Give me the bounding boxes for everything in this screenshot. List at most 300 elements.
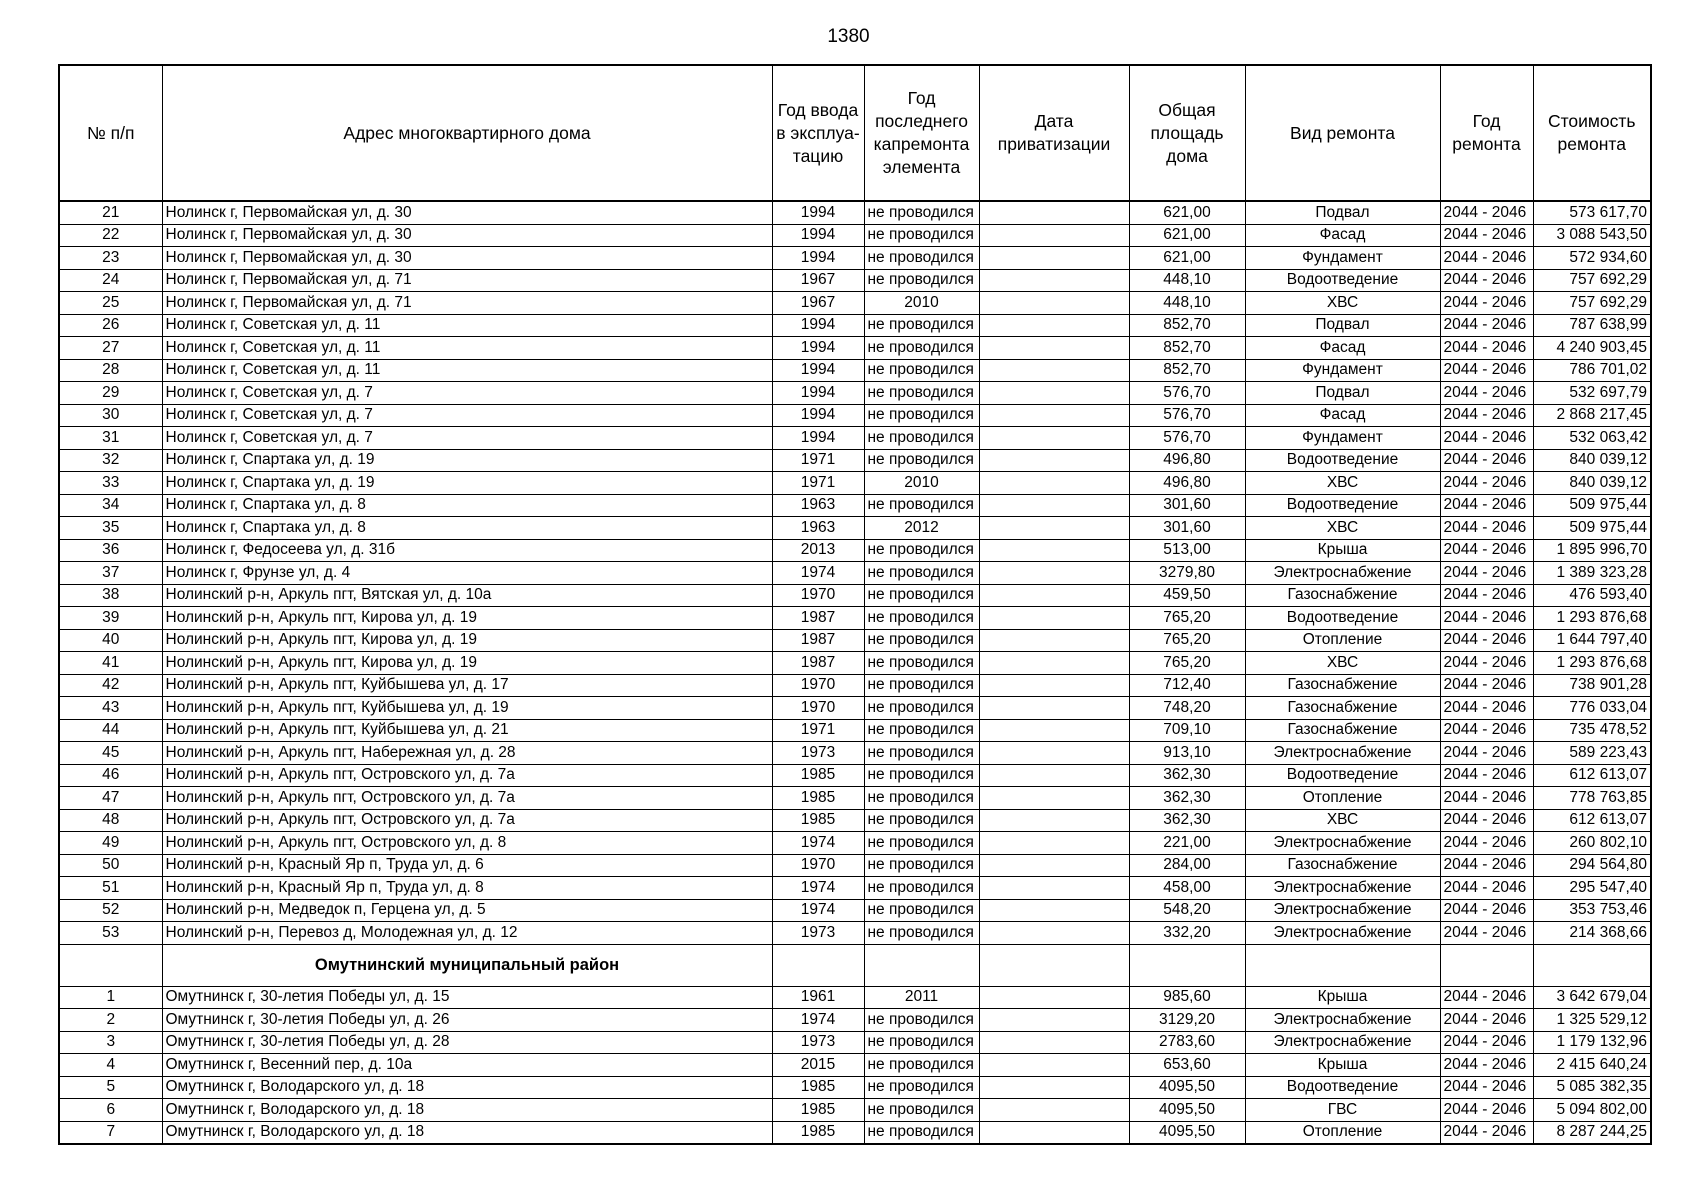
cell-repair-type: Фасад [1245, 337, 1440, 360]
table-row [59, 899, 1651, 922]
cell-year-commissioned: 1973 [772, 922, 864, 945]
cell-year-commissioned: 1987 [772, 629, 864, 652]
cell-cost: 214 368,66 [1533, 922, 1651, 945]
cell-year-commissioned: 1970 [772, 854, 864, 877]
cell-address: Омутнинск г, 30-летия Победы ул, д. 15 [162, 986, 772, 1009]
cell-num: 21 [59, 201, 162, 224]
cell-num: 23 [59, 247, 162, 270]
cell-area: 653,60 [1129, 1054, 1245, 1077]
cell-cost: 840 039,12 [1533, 449, 1651, 472]
table-header [59, 65, 1651, 201]
cell-area: 4095,50 [1129, 1121, 1245, 1144]
cell-repair-type: Электроснабжение [1245, 899, 1440, 922]
cell-cost: 509 975,44 [1533, 494, 1651, 517]
section-row [59, 944, 1651, 986]
cell-year-commissioned: 1971 [772, 449, 864, 472]
cell-last-repair: не проводился [864, 584, 979, 607]
cell-num: 37 [59, 562, 162, 585]
cell-address: Нолинск г, Спартака ул, д. 8 [162, 494, 772, 517]
table-row [59, 1054, 1651, 1077]
cell-area: 852,70 [1129, 314, 1245, 337]
cell-address: Нолинск г, Советская ул, д. 7 [162, 404, 772, 427]
cell-year-commissioned: 1994 [772, 404, 864, 427]
cell-privatization-date [979, 719, 1129, 742]
cell-last-repair: не проводился [864, 742, 979, 765]
cell-address: Нолинск г, Первомайская ул, д. 71 [162, 269, 772, 292]
section-cell-empty [979, 944, 1129, 986]
cell-cost: 757 692,29 [1533, 269, 1651, 292]
cell-num: 2 [59, 1009, 162, 1032]
cell-privatization-date [979, 292, 1129, 315]
cell-repair-years: 2044 - 2046 [1440, 269, 1533, 292]
cell-privatization-date [979, 224, 1129, 247]
table-row [59, 562, 1651, 585]
cell-num: 27 [59, 337, 162, 360]
cell-repair-years: 2044 - 2046 [1440, 899, 1533, 922]
table-row [59, 629, 1651, 652]
cell-repair-type: Крыша [1245, 1054, 1440, 1077]
cell-privatization-date [979, 269, 1129, 292]
section-title: Омутнинский муниципальный район [162, 944, 772, 986]
cell-cost: 1 389 323,28 [1533, 562, 1651, 585]
cell-repair-type: Газоснабжение [1245, 854, 1440, 877]
cell-last-repair: не проводился [864, 224, 979, 247]
cell-num: 45 [59, 742, 162, 765]
cell-privatization-date [979, 359, 1129, 382]
cell-area: 621,00 [1129, 247, 1245, 270]
cell-last-repair: не проводился [864, 539, 979, 562]
cell-num: 40 [59, 629, 162, 652]
table-row [59, 607, 1651, 630]
cell-address: Нолинский р-н, Медведок п, Герцена ул, д. 5 [162, 899, 772, 922]
cell-privatization-date [979, 607, 1129, 630]
cell-last-repair: не проводился [864, 809, 979, 832]
cell-last-repair: не проводился [864, 337, 979, 360]
cell-last-repair: не проводился [864, 382, 979, 405]
cell-last-repair: не проводился [864, 719, 979, 742]
cell-area: 332,20 [1129, 922, 1245, 945]
cell-repair-type: Фасад [1245, 224, 1440, 247]
cell-last-repair: не проводился [864, 854, 979, 877]
section-cell-empty [1129, 944, 1245, 986]
cell-address: Нолинский р-н, Перевоз д, Молодежная ул, д. 12 [162, 922, 772, 945]
table-body-nolinsk [59, 201, 1651, 944]
cell-cost: 757 692,29 [1533, 292, 1651, 315]
table-row [59, 1009, 1651, 1032]
cell-num: 39 [59, 607, 162, 630]
cell-address: Омутнинск г, 30-летия Победы ул, д. 28 [162, 1031, 772, 1054]
cell-last-repair: не проводился [864, 1054, 979, 1077]
table-row [59, 427, 1651, 450]
cell-cost: 3 642 679,04 [1533, 986, 1651, 1009]
cell-cost: 2 415 640,24 [1533, 1054, 1651, 1077]
cell-address: Нолинск г, Советская ул, д. 7 [162, 427, 772, 450]
cell-num: 28 [59, 359, 162, 382]
cell-privatization-date [979, 539, 1129, 562]
cell-year-commissioned: 1970 [772, 584, 864, 607]
cell-privatization-date [979, 742, 1129, 765]
cell-cost: 735 478,52 [1533, 719, 1651, 742]
cell-cost: 786 701,02 [1533, 359, 1651, 382]
cell-repair-type: Подвал [1245, 201, 1440, 224]
cell-area: 362,30 [1129, 787, 1245, 810]
cell-privatization-date [979, 854, 1129, 877]
cell-cost: 1 325 529,12 [1533, 1009, 1651, 1032]
cell-repair-years: 2044 - 2046 [1440, 986, 1533, 1009]
cell-address: Нолинский р-н, Аркуль пгт, Кирова ул, д. 19 [162, 652, 772, 675]
cell-last-repair: не проводился [864, 427, 979, 450]
cell-repair-years: 2044 - 2046 [1440, 337, 1533, 360]
cell-privatization-date [979, 1099, 1129, 1122]
cell-cost: 787 638,99 [1533, 314, 1651, 337]
cell-area: 301,60 [1129, 517, 1245, 540]
cell-last-repair: не проводился [864, 1009, 979, 1032]
cell-address: Нолинский р-н, Аркуль пгт, Куйбышева ул, д. 17 [162, 674, 772, 697]
cell-repair-type: ХВС [1245, 809, 1440, 832]
cell-cost: 1 293 876,68 [1533, 607, 1651, 630]
table-row [59, 652, 1651, 675]
table-row [59, 269, 1651, 292]
cell-repair-type: Водоотведение [1245, 1076, 1440, 1099]
cell-num: 46 [59, 764, 162, 787]
cell-year-commissioned: 1985 [772, 809, 864, 832]
cell-num: 48 [59, 809, 162, 832]
cell-last-repair: не проводился [864, 247, 979, 270]
cell-cost: 532 697,79 [1533, 382, 1651, 405]
cell-cost: 612 613,07 [1533, 809, 1651, 832]
cell-address: Нолинск г, Спартака ул, д. 8 [162, 517, 772, 540]
cell-last-repair: не проводился [864, 674, 979, 697]
cell-cost: 4 240 903,45 [1533, 337, 1651, 360]
cell-year-commissioned: 1971 [772, 472, 864, 495]
cell-repair-years: 2044 - 2046 [1440, 1076, 1533, 1099]
cell-cost: 776 033,04 [1533, 697, 1651, 720]
header-last-repair: Год последнего капремонта элемента [864, 65, 979, 201]
cell-privatization-date [979, 337, 1129, 360]
cell-year-commissioned: 1971 [772, 719, 864, 742]
cell-num: 50 [59, 854, 162, 877]
header-num: № п/п [59, 65, 162, 201]
cell-repair-years: 2044 - 2046 [1440, 832, 1533, 855]
cell-num: 47 [59, 787, 162, 810]
cell-year-commissioned: 1987 [772, 607, 864, 630]
section-header [59, 944, 1651, 986]
cell-area: 621,00 [1129, 224, 1245, 247]
cell-area: 3279,80 [1129, 562, 1245, 585]
cell-area: 301,60 [1129, 494, 1245, 517]
cell-last-repair: не проводился [864, 359, 979, 382]
cell-cost: 840 039,12 [1533, 472, 1651, 495]
cell-area: 362,30 [1129, 764, 1245, 787]
cell-area: 448,10 [1129, 269, 1245, 292]
cell-cost: 532 063,42 [1533, 427, 1651, 450]
cell-repair-years: 2044 - 2046 [1440, 449, 1533, 472]
cell-privatization-date [979, 809, 1129, 832]
cell-repair-years: 2044 - 2046 [1440, 1031, 1533, 1054]
cell-cost: 353 753,46 [1533, 899, 1651, 922]
cell-year-commissioned: 1994 [772, 359, 864, 382]
cell-num: 31 [59, 427, 162, 450]
table-row [59, 314, 1651, 337]
cell-repair-years: 2044 - 2046 [1440, 674, 1533, 697]
cell-year-commissioned: 1974 [772, 877, 864, 900]
cell-last-repair: не проводился [864, 787, 979, 810]
cell-repair-type: Электроснабжение [1245, 742, 1440, 765]
cell-repair-years: 2044 - 2046 [1440, 742, 1533, 765]
cell-last-repair: 2010 [864, 472, 979, 495]
cell-area: 496,80 [1129, 472, 1245, 495]
cell-last-repair: не проводился [864, 1076, 979, 1099]
cell-privatization-date [979, 201, 1129, 224]
cell-cost: 294 564,80 [1533, 854, 1651, 877]
cell-cost: 573 617,70 [1533, 201, 1651, 224]
cell-area: 709,10 [1129, 719, 1245, 742]
cell-privatization-date [979, 449, 1129, 472]
cell-address: Нолинск г, Первомайская ул, д. 71 [162, 292, 772, 315]
cell-address: Нолинский р-н, Аркуль пгт, Кирова ул, д. 19 [162, 607, 772, 630]
table-row [59, 224, 1651, 247]
header-cost: Стоимость ремонта [1533, 65, 1651, 201]
cell-last-repair: не проводился [864, 449, 979, 472]
cell-repair-years: 2044 - 2046 [1440, 404, 1533, 427]
cell-num: 52 [59, 899, 162, 922]
cell-year-commissioned: 1967 [772, 292, 864, 315]
cell-privatization-date [979, 764, 1129, 787]
cell-repair-type: Подвал [1245, 314, 1440, 337]
cell-last-repair: не проводился [864, 899, 979, 922]
cell-area: 913,10 [1129, 742, 1245, 765]
cell-year-commissioned: 2015 [772, 1054, 864, 1077]
cell-repair-years: 2044 - 2046 [1440, 247, 1533, 270]
cell-privatization-date [979, 832, 1129, 855]
table-row [59, 1076, 1651, 1099]
cell-last-repair: 2010 [864, 292, 979, 315]
table-row [59, 404, 1651, 427]
section-cell-empty [1245, 944, 1440, 986]
cell-num: 51 [59, 877, 162, 900]
cell-repair-type: Электроснабжение [1245, 1009, 1440, 1032]
cell-cost: 1 895 996,70 [1533, 539, 1651, 562]
cell-num: 3 [59, 1031, 162, 1054]
cell-repair-years: 2044 - 2046 [1440, 427, 1533, 450]
cell-num: 53 [59, 922, 162, 945]
cell-cost: 2 868 217,45 [1533, 404, 1651, 427]
section-cell-empty [772, 944, 864, 986]
cell-privatization-date [979, 584, 1129, 607]
cell-repair-years: 2044 - 2046 [1440, 764, 1533, 787]
cell-year-commissioned: 2013 [772, 539, 864, 562]
cell-privatization-date [979, 922, 1129, 945]
cell-repair-type: ХВС [1245, 292, 1440, 315]
cell-address: Омутнинск г, Володарского ул, д. 18 [162, 1121, 772, 1144]
cell-address: Омутнинск г, Весенний пер, д. 10а [162, 1054, 772, 1077]
cell-privatization-date [979, 652, 1129, 675]
cell-year-commissioned: 1994 [772, 201, 864, 224]
cell-last-repair: не проводился [864, 1121, 979, 1144]
cell-repair-years: 2044 - 2046 [1440, 1121, 1533, 1144]
cell-privatization-date [979, 986, 1129, 1009]
section-cell-empty [1440, 944, 1533, 986]
section-cell-empty [864, 944, 979, 986]
cell-address: Омутнинск г, Володарского ул, д. 18 [162, 1099, 772, 1122]
table-row [59, 517, 1651, 540]
table-row [59, 539, 1651, 562]
section-cell-empty [1533, 944, 1651, 986]
cell-area: 458,00 [1129, 877, 1245, 900]
cell-address: Нолинск г, Советская ул, д. 11 [162, 337, 772, 360]
cell-address: Нолинск г, Фрунзе ул, д. 4 [162, 562, 772, 585]
cell-repair-type: Фундамент [1245, 247, 1440, 270]
cell-address: Нолинский р-н, Аркуль пгт, Островского ул, д. 7а [162, 787, 772, 810]
cell-year-commissioned: 1994 [772, 337, 864, 360]
cell-year-commissioned: 1985 [772, 1099, 864, 1122]
cell-repair-years: 2044 - 2046 [1440, 1009, 1533, 1032]
cell-repair-years: 2044 - 2046 [1440, 359, 1533, 382]
cell-year-commissioned: 1967 [772, 269, 864, 292]
cell-repair-years: 2044 - 2046 [1440, 1054, 1533, 1077]
cell-address: Нолинский р-н, Аркуль пгт, Островского ул, д. 7а [162, 764, 772, 787]
cell-privatization-date [979, 247, 1129, 270]
cell-last-repair: не проводился [864, 314, 979, 337]
cell-repair-type: Фундамент [1245, 359, 1440, 382]
cell-repair-years: 2044 - 2046 [1440, 877, 1533, 900]
cell-area: 765,20 [1129, 607, 1245, 630]
cell-cost: 1 179 132,96 [1533, 1031, 1651, 1054]
header-area: Общая площадь дома [1129, 65, 1245, 201]
cell-num: 38 [59, 584, 162, 607]
cell-privatization-date [979, 314, 1129, 337]
cell-repair-years: 2044 - 2046 [1440, 697, 1533, 720]
table-row [59, 787, 1651, 810]
cell-area: 576,70 [1129, 404, 1245, 427]
cell-address: Нолинский р-н, Аркуль пгт, Вятская ул, д. 10а [162, 584, 772, 607]
cell-repair-years: 2044 - 2046 [1440, 854, 1533, 877]
cell-repair-years: 2044 - 2046 [1440, 224, 1533, 247]
cell-privatization-date [979, 877, 1129, 900]
cell-num: 32 [59, 449, 162, 472]
cell-year-commissioned: 1994 [772, 382, 864, 405]
table-row [59, 494, 1651, 517]
cell-repair-years: 2044 - 2046 [1440, 652, 1533, 675]
cell-repair-years: 2044 - 2046 [1440, 809, 1533, 832]
cell-year-commissioned: 1994 [772, 247, 864, 270]
cell-year-commissioned: 1987 [772, 652, 864, 675]
cell-num: 29 [59, 382, 162, 405]
cell-year-commissioned: 1994 [772, 314, 864, 337]
cell-year-commissioned: 1970 [772, 674, 864, 697]
cell-year-commissioned: 1961 [772, 986, 864, 1009]
cell-address: Нолинск г, Спартака ул, д. 19 [162, 449, 772, 472]
cell-repair-type: Газоснабжение [1245, 697, 1440, 720]
cell-repair-type: Электроснабжение [1245, 922, 1440, 945]
cell-last-repair: не проводился [864, 269, 979, 292]
cell-address: Нолинский р-н, Аркуль пгт, Куйбышева ул, д. 21 [162, 719, 772, 742]
cell-repair-type: ХВС [1245, 472, 1440, 495]
cell-privatization-date [979, 404, 1129, 427]
cell-repair-type: Отопление [1245, 787, 1440, 810]
cell-num: 34 [59, 494, 162, 517]
cell-address: Нолинский р-н, Аркуль пгт, Куйбышева ул, д. 19 [162, 697, 772, 720]
cell-year-commissioned: 1974 [772, 832, 864, 855]
cell-year-commissioned: 1985 [772, 1121, 864, 1144]
cell-num: 42 [59, 674, 162, 697]
cell-last-repair: не проводился [864, 1031, 979, 1054]
cell-area: 4095,50 [1129, 1099, 1245, 1122]
cell-repair-type: Водоотведение [1245, 494, 1440, 517]
table-row [59, 449, 1651, 472]
cell-cost: 738 901,28 [1533, 674, 1651, 697]
cell-cost: 3 088 543,50 [1533, 224, 1651, 247]
cell-repair-type: Отопление [1245, 629, 1440, 652]
cell-repair-type: Электроснабжение [1245, 832, 1440, 855]
cell-year-commissioned: 1994 [772, 427, 864, 450]
cell-last-repair: не проводился [864, 877, 979, 900]
cell-repair-type: Водоотведение [1245, 607, 1440, 630]
cell-area: 448,10 [1129, 292, 1245, 315]
cell-num: 1 [59, 986, 162, 1009]
cell-num: 4 [59, 1054, 162, 1077]
cell-num: 36 [59, 539, 162, 562]
cell-address: Омутнинск г, 30-летия Победы ул, д. 26 [162, 1009, 772, 1032]
cell-privatization-date [979, 787, 1129, 810]
cell-privatization-date [979, 629, 1129, 652]
cell-address: Нолинский р-н, Аркуль пгт, Островского ул, д. 8 [162, 832, 772, 855]
table-row [59, 382, 1651, 405]
cell-area: 548,20 [1129, 899, 1245, 922]
cell-privatization-date [979, 1121, 1129, 1144]
table-row [59, 674, 1651, 697]
cell-area: 496,80 [1129, 449, 1245, 472]
cell-area: 2783,60 [1129, 1031, 1245, 1054]
cell-cost: 260 802,10 [1533, 832, 1651, 855]
table-row [59, 764, 1651, 787]
table-row [59, 1099, 1651, 1122]
cell-year-commissioned: 1974 [772, 562, 864, 585]
cell-last-repair: не проводился [864, 201, 979, 224]
cell-cost: 5 085 382,35 [1533, 1076, 1651, 1099]
cell-year-commissioned: 1994 [772, 224, 864, 247]
cell-repair-type: ХВС [1245, 652, 1440, 675]
cell-cost: 1 644 797,40 [1533, 629, 1651, 652]
cell-area: 765,20 [1129, 652, 1245, 675]
cell-privatization-date [979, 494, 1129, 517]
cell-repair-years: 2044 - 2046 [1440, 787, 1533, 810]
cell-repair-years: 2044 - 2046 [1440, 382, 1533, 405]
table-row [59, 922, 1651, 945]
cell-repair-type: Фасад [1245, 404, 1440, 427]
cell-area: 852,70 [1129, 337, 1245, 360]
cell-last-repair: 2012 [864, 517, 979, 540]
cell-address: Нолинский р-н, Красный Яр п, Труда ул, д. 8 [162, 877, 772, 900]
table-row [59, 986, 1651, 1009]
header-repair-years: Год ремонта [1440, 65, 1533, 201]
table-row [59, 719, 1651, 742]
cell-year-commissioned: 1974 [772, 899, 864, 922]
table-row [59, 337, 1651, 360]
cell-privatization-date [979, 517, 1129, 540]
cell-repair-years: 2044 - 2046 [1440, 607, 1533, 630]
cell-area: 459,50 [1129, 584, 1245, 607]
section-cell-empty [59, 944, 162, 986]
table-row [59, 1121, 1651, 1144]
cell-area: 513,00 [1129, 539, 1245, 562]
cell-privatization-date [979, 697, 1129, 720]
cell-repair-type: Водоотведение [1245, 449, 1440, 472]
cell-address: Нолинский р-н, Красный Яр п, Труда ул, д. 6 [162, 854, 772, 877]
cell-last-repair: 2011 [864, 986, 979, 1009]
cell-last-repair: не проводился [864, 832, 979, 855]
cell-privatization-date [979, 674, 1129, 697]
